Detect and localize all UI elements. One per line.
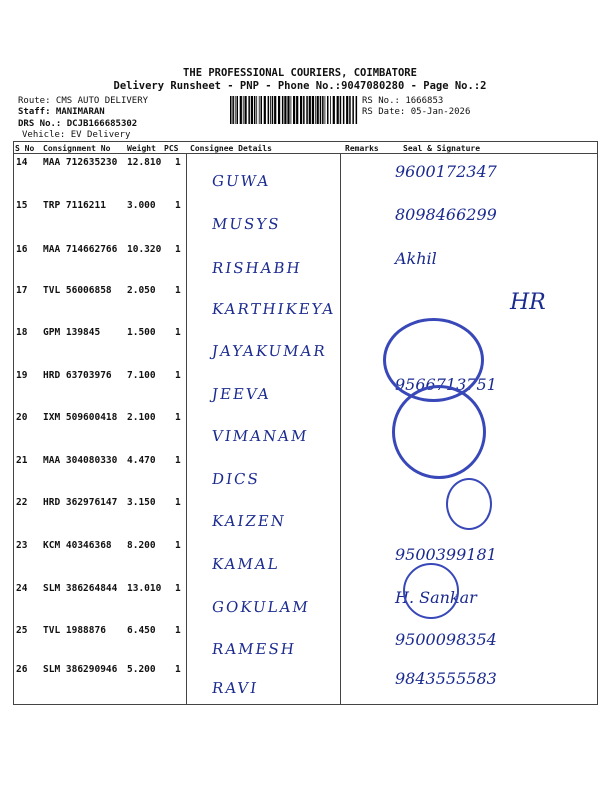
row-weight: 6.450 <box>127 625 156 636</box>
row-weight: 2.100 <box>127 412 156 423</box>
row-pcs: 1 <box>175 200 181 211</box>
row-weight: 5.200 <box>127 664 156 675</box>
row-consignment-no: TRP 7116211 <box>43 200 106 211</box>
seal-stamp <box>392 385 486 479</box>
row-sno: 17 <box>16 285 28 296</box>
col-remarks: Remarks <box>345 144 379 153</box>
row-consignee-name: MUSYS <box>210 215 282 233</box>
row-pcs: 1 <box>175 455 181 466</box>
col-consignee: Consignee Details <box>190 144 272 153</box>
sheet-title: THE PROFESSIONAL COURIERS, COIMBATORE <box>183 67 417 79</box>
row-pcs: 1 <box>175 540 181 551</box>
row-weight: 8.200 <box>127 540 156 551</box>
row-pcs: 1 <box>175 664 181 675</box>
row-consignment-no: HRD 362976147 <box>43 497 118 508</box>
column-divider <box>340 153 341 704</box>
row-pcs: 1 <box>175 625 181 636</box>
row-weight: 4.470 <box>127 455 156 466</box>
row-weight: 3.000 <box>127 200 156 211</box>
col-consignment: Consignment No <box>43 144 111 153</box>
row-sno: 25 <box>16 625 28 636</box>
col-weight: Weight <box>127 144 156 153</box>
table-bottom-rule <box>13 704 598 705</box>
row-consignee-name: VIMANAM <box>210 427 310 445</box>
row-pcs: 1 <box>175 327 181 338</box>
row-sno: 26 <box>16 664 28 675</box>
header-rule-top <box>13 141 598 142</box>
vehicle-label: Vehicle: EV Delivery <box>22 130 131 140</box>
row-weight: 2.050 <box>127 285 156 296</box>
row-sno: 16 <box>16 244 28 255</box>
row-weight: 7.100 <box>127 370 156 381</box>
row-consignee-name: JEEVA <box>210 385 272 403</box>
row-weight: 1.500 <box>127 327 156 338</box>
row-signature: 9500098354 <box>395 630 497 649</box>
row-signature: 9843555583 <box>395 669 497 688</box>
barcode <box>230 96 360 124</box>
row-sno: 15 <box>16 200 28 211</box>
row-pcs: 1 <box>175 497 181 508</box>
col-sno: S No <box>15 144 35 153</box>
row-consignment-no: MAA 304080330 <box>43 455 118 466</box>
row-consignee-name: DICS <box>210 470 261 488</box>
table-border-left <box>13 141 14 704</box>
column-divider <box>186 153 187 704</box>
row-consignment-no: MAA 714662766 <box>43 244 118 255</box>
row-consignment-no: SLM 386264844 <box>43 583 118 594</box>
row-consignment-no: KCM 40346368 <box>43 540 112 551</box>
header-rule-bottom <box>13 153 598 154</box>
row-consignment-no: SLM 386290946 <box>43 664 118 675</box>
row-weight: 13.010 <box>127 583 162 594</box>
row-weight: 3.150 <box>127 497 156 508</box>
row-consignee-name: KAMAL <box>210 555 281 573</box>
row-consignee-name: RAMESH <box>210 640 298 658</box>
row-signature: Akhil <box>395 249 437 268</box>
rs-number: RS No.: 1666853 <box>362 96 444 106</box>
row-signature: H. Sankar <box>395 588 477 607</box>
row-sno: 23 <box>16 540 28 551</box>
row-consignee-name: JAYAKUMAR <box>210 342 328 360</box>
row-consignee-name: RAVI <box>210 679 260 697</box>
row-consignment-no: TVL 1988876 <box>43 625 106 636</box>
row-sno: 18 <box>16 327 28 338</box>
seal-stamp <box>446 478 492 530</box>
row-consignee-name: GUWA <box>210 172 272 190</box>
row-sno: 20 <box>16 412 28 423</box>
row-pcs: 1 <box>175 244 181 255</box>
row-signature: 8098466299 <box>395 205 497 224</box>
row-pcs: 1 <box>175 157 181 168</box>
row-consignment-no: MAA 712635230 <box>43 157 118 168</box>
row-consignee-name: KAIZEN <box>210 512 288 530</box>
row-signature: 9566713751 <box>395 375 497 394</box>
row-consignment-no: GPM 139845 <box>43 327 101 338</box>
row-pcs: 1 <box>175 370 181 381</box>
rs-date: RS Date: 05-Jan-2026 <box>362 107 471 117</box>
staff-label: Staff: MANIMARAN <box>18 107 105 117</box>
table-border-right <box>597 141 598 704</box>
row-sno: 22 <box>16 497 28 508</box>
row-consignment-no: IXM 509600418 <box>43 412 118 423</box>
drs-label: DRS No.: DCJB166685302 <box>18 119 138 129</box>
row-pcs: 1 <box>175 412 181 423</box>
row-weight: 10.320 <box>127 244 162 255</box>
row-consignee-name: RISHABH <box>210 259 303 277</box>
row-consignee-name: GOKULAM <box>210 598 312 616</box>
row-consignment-no: TVL 56006858 <box>43 285 112 296</box>
col-pcs: PCS <box>164 144 179 153</box>
row-consignment-no: HRD 63703976 <box>43 370 112 381</box>
row-sno: 24 <box>16 583 28 594</box>
row-sno: 19 <box>16 370 28 381</box>
col-seal-signature: Seal & Signature <box>403 144 481 153</box>
row-signature: HR <box>510 290 546 315</box>
route-label: Route: CMS AUTO DELIVERY <box>18 96 149 106</box>
seal-stamp <box>403 563 459 619</box>
row-consignee-name: KARTHIKEYA <box>210 300 337 318</box>
row-sno: 14 <box>16 157 28 168</box>
sheet-subtitle: Delivery Runsheet - PNP - Phone No.:9047080280 - Page No.:2 <box>113 80 487 92</box>
row-signature: 9500399181 <box>395 545 497 564</box>
row-signature: 9600172347 <box>395 162 497 181</box>
row-sno: 21 <box>16 455 28 466</box>
row-pcs: 1 <box>175 583 181 594</box>
row-pcs: 1 <box>175 285 181 296</box>
row-weight: 12.810 <box>127 157 162 168</box>
